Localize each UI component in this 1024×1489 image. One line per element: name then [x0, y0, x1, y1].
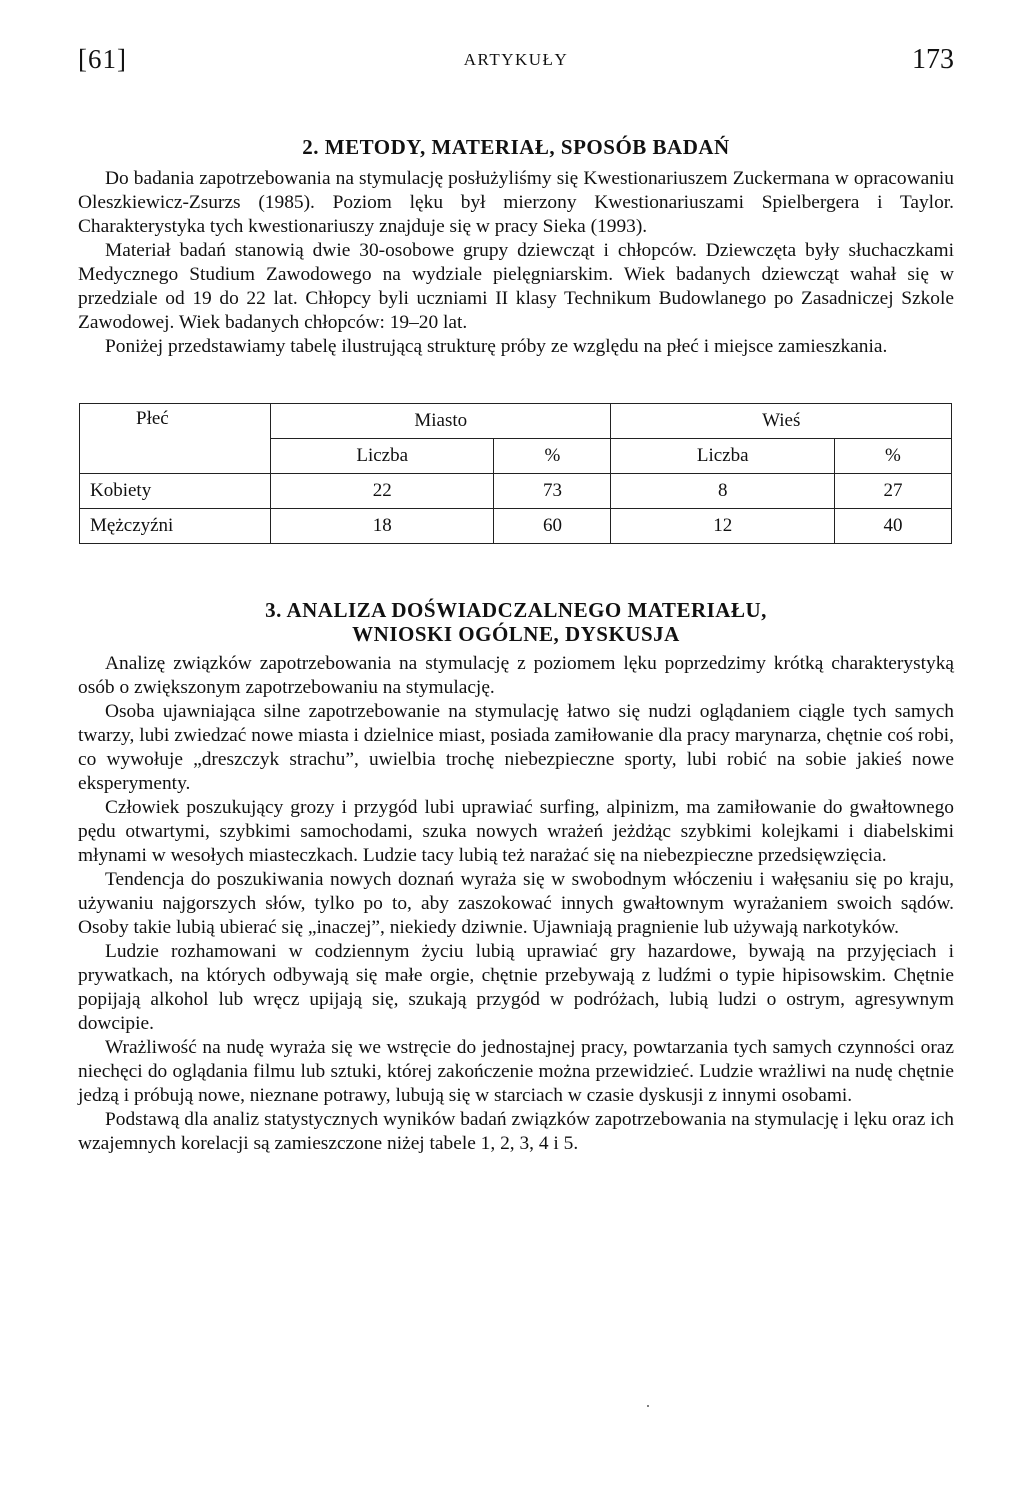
cell-wies-procent: 27 — [834, 474, 951, 509]
cell-miasto-procent: 60 — [494, 509, 611, 544]
section-3-heading-line-1: 3. ANALIZA DOŚWIADCZALNEGO MATERIAŁU, — [265, 598, 767, 622]
subheader-wies-procent: % — [834, 439, 951, 474]
header-section-title: ARTYKUŁY — [463, 50, 569, 69]
section-2-paragraph-3: Poniżej przedstawiamy tabelę ilustrującą strukturę próby ze względu na płeć i miejsce zamieszkania. — [105, 336, 888, 357]
cell-wies-procent: 40 — [834, 509, 951, 544]
section-2-heading: 2. METODY, MATERIAŁ, SPOSÓB BADAŃ — [302, 135, 730, 159]
cell-miasto-liczba: 18 — [271, 509, 494, 544]
section-3-heading-line-2: WNIOSKI OGÓLNE, DYSKUSJA — [352, 622, 680, 646]
sample-structure-table-wrap — [79, 403, 954, 544]
cell-miasto-procent: 73 — [494, 474, 611, 509]
row-label: Mężczyźni — [80, 509, 271, 544]
page — [78, 44, 954, 1156]
page-number: 173 — [912, 44, 954, 75]
section-3-heading — [78, 598, 954, 646]
section-3-paragraph-3: Człowiek poszukujący grozy i przygód lubi uprawiać surfing, alpinizm, ma zamiłowanie do gwałtownego pędu otwartymi, szybkimi samochodami, szuka nowych wrażeń jeżdżąc szybkimi kolejkami i diabelskimi młynami w wesołych miasteczkach. Ludzie tacy lubią też narażać się na niebezpieczne przedsięwzięcia. — [78, 797, 954, 866]
subheader-wies-liczba: Liczba — [611, 439, 834, 474]
running-head — [78, 44, 954, 88]
row-label: Kobiety — [80, 474, 271, 509]
section-3-paragraph-1: Analizę związków zapotrzebowania na stymulację z poziomem lęku poprzedzimy krótką charakterystyką osób o zwiększonym zapotrzebowaniu na stymulację. — [78, 653, 954, 698]
section-3-paragraph-6: Wrażliwość na nudę wyraża się we wstręcie do jednostajnej pracy, powtarzania tych samych czynności oraz niechęci do oglądania filmu lub sztuki, której zakończenie można przewidzieć. Ludzie wrażliwi na nudę chętnie jedzą i próbują nowe, nieznane potrawy, lubują się w starciach w czasie dyskusji z innymi osobami. — [78, 1037, 954, 1106]
section-3-paragraph-7: Podstawą dla analiz statystycznych wyników badań związków zapotrzebowania na stymulację i lęku oraz ich wzajemnych korelacji są zamieszczone niżej tabele 1, 2, 3, 4 i 5. — [78, 1109, 954, 1154]
table-row — [80, 474, 952, 509]
header-plec: Płeć — [80, 404, 271, 474]
subheader-miasto-procent: % — [494, 439, 611, 474]
header-miasto: Miasto — [271, 404, 611, 439]
cell-miasto-liczba: 22 — [271, 474, 494, 509]
sample-structure-table — [79, 403, 952, 544]
table-header-row — [80, 404, 952, 439]
section-2-paragraph-2: Materiał badań stanowią dwie 30-osobowe grupy dziewcząt i chłopców. Dziewczęta były słuchaczkami Medycznego Studium Zawodowego na wydziale pielęgniarskim. Wiek badanych dziewcząt wahał się w przedziale od 19 do 22 lat. Chłopcy byli uczniami II klasy Technikum Budowlanego po Zasadniczej Szkole Zawodowej. Wiek badanych chłopców: 19–20 lat. — [78, 240, 954, 333]
section-3-paragraph-5: Ludzie rozhamowani w codziennym życiu lubią uprawiać gry hazardowe, bywają na przyjęciach i prywatkach, na których odbywają się małe orgie, chętnie przebywają z ludźmi o typie hipisowskim. Chętnie popijają alkohol lub wręcz upijają się, szukają przygód w podróżach, lubią ludzi o ostrym, agresywnym dowcipie. — [78, 941, 954, 1034]
section-2-paragraph-1: Do badania zapotrzebowania na stymulację posłużyliśmy się Kwestionariuszem Zuckermana w opracowaniu Oleszkiewicz-Zsurzs (1985). Poziom lęku był mierzony Kwestionariuszami Spielbergera i Taylor. Charakterystyka tych kwestionariuszy znajduje się w pracy Sieka (1993). — [78, 168, 954, 237]
header-wies: Wieś — [611, 404, 952, 439]
section-3-paragraph-2: Osoba ujawniająca silne zapotrzebowanie na stymulację łatwo się nudzi oglądaniem ciągle tych samych twarzy, lubi zwiedzać nowe miasta i dzielnice miast, posiada zamiłowanie dla pracy marynarza, chętnie coś robi, co wywołuje „dreszczyk strachu”, uwielbia trochę niebezpieczne sporty, lubi robić na sobie jakieś nowe eksperymenty. — [78, 701, 954, 794]
cell-wies-liczba: 12 — [611, 509, 834, 544]
header-section-number: [61] — [78, 44, 127, 74]
table-row — [80, 509, 952, 544]
scan-speck — [647, 1405, 649, 1407]
section-3-paragraph-4: Tendencja do poszukiwania nowych doznań wyraża się w swobodnym włóczeniu i wałęsaniu się po kraju, używaniu najgorszych słów, tylko po to, aby zaszokować innych gwałtownym wyrażaniem swoich sądów. Osoby takie lubią ubierać się „inaczej”, niekiedy dziwnie. Ujawniają pragnienie lub używają narkotyków. — [78, 869, 954, 938]
subheader-miasto-liczba: Liczba — [271, 439, 494, 474]
cell-wies-liczba: 8 — [611, 474, 834, 509]
